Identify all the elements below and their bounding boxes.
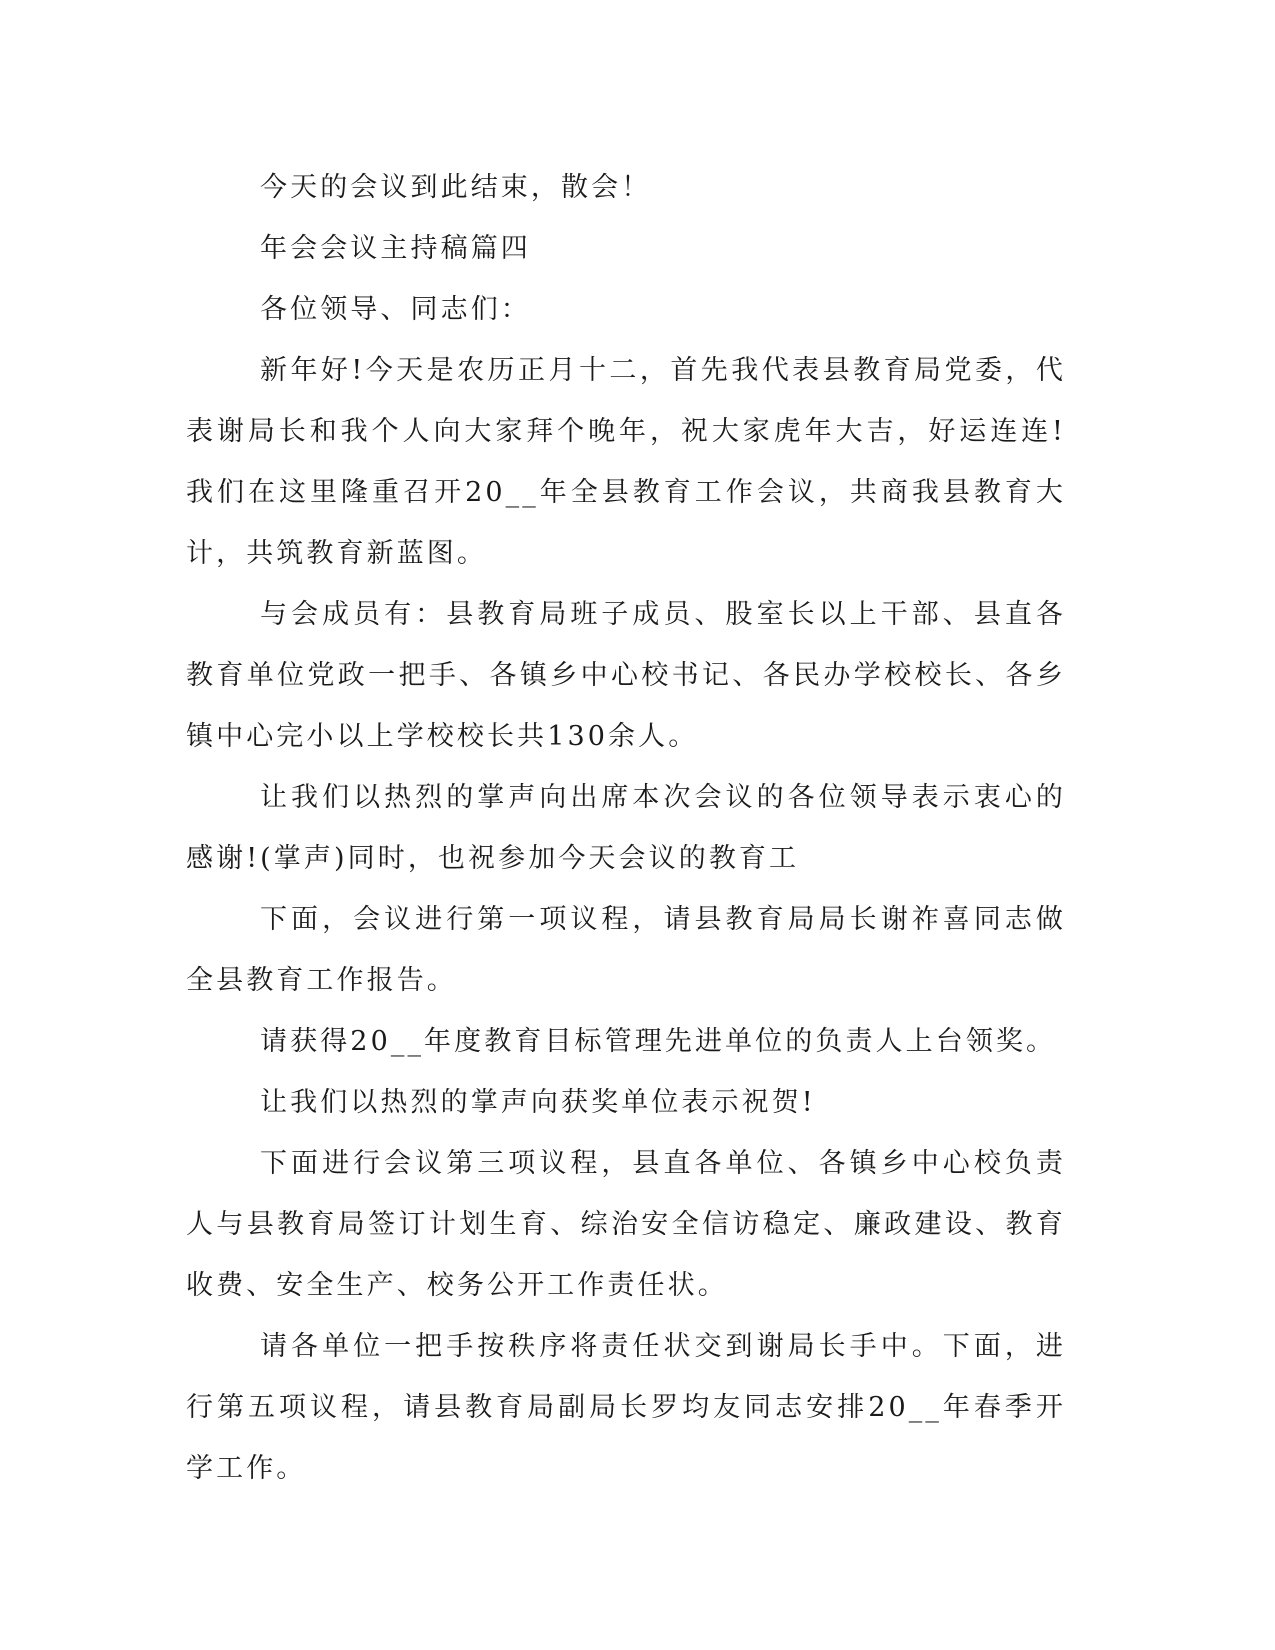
paragraph-agenda-5: 请各单位一把手按秩序将责任状交到谢局长手中。下面，进行第五项议程，请县教育局副局长罗均友同志安排20__年春季开学工作。 [186,1331,1066,1484]
paragraph-congratulate: 让我们以热烈的掌声向获奖单位表示祝贺! [260,1087,816,1118]
paragraph-greeting: 新年好!今天是农历正月十二，首先我代表县教育局党委，代表谢局长和我个人向大家拜个晚年，祝大家虎年大吉，好运连连!我们在这里隆重召开20__年全县教育工作会议，共商我县教育大计，共筑教育新蓝图。 [186,355,1066,569]
salutation: 各位领导、同志们： [260,294,531,325]
paragraph-agenda-3: 下面进行会议第三项议程，县直各单位、各镇乡中心校负责人与县教育局签订计划生育、综治安全信访稳定、廉政建设、教育收费、安全生产、校务公开工作责任状。 [186,1148,1066,1301]
document-body [186,157,1066,1499]
section-heading: 年会会议主持稿篇四 [260,233,531,264]
paragraph-applause: 让我们以热烈的掌声向出席本次会议的各位领导表示衷心的感谢!(掌声)同时，也祝参加今天会议的教育工 [186,782,1066,874]
paragraph-attendees: 与会成员有：县教育局班子成员、股室长以上干部、县直各教育单位党政一把手、各镇乡中心校书记、各民办学校校长、各乡镇中心完小以上学校校长共130余人。 [186,599,1066,752]
paragraph-closing: 今天的会议到此结束，散会！ [260,172,652,203]
paragraph-agenda-1: 下面，会议进行第一项议程，请县教育局局长谢祚喜同志做全县教育工作报告。 [186,904,1066,996]
paragraph-award: 请获得20__年度教育目标管理先进单位的负责人上台领奖。 [260,1026,1057,1057]
